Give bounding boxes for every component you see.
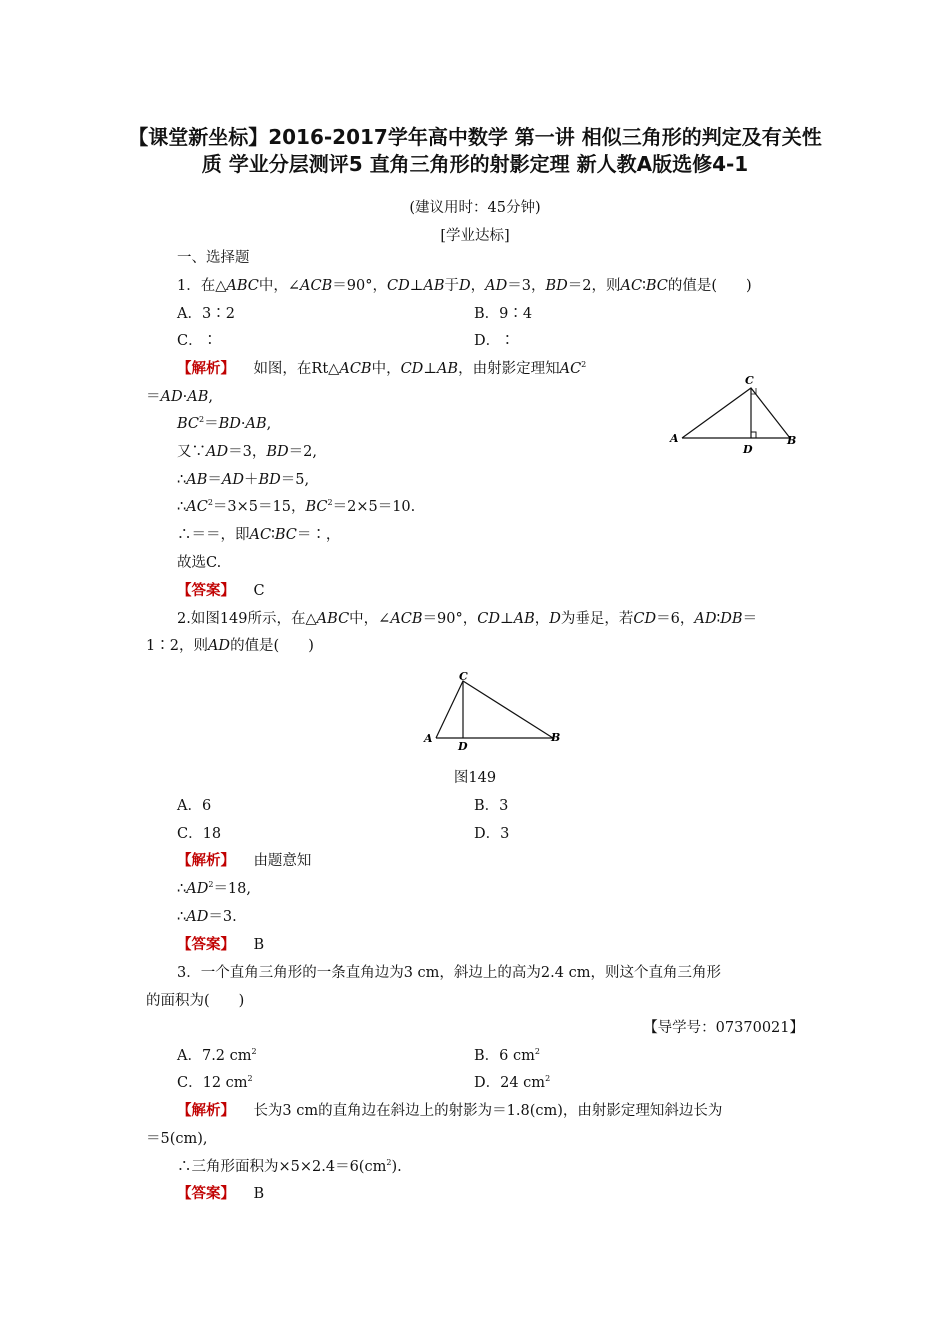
- analysis-tag: 【解析】: [177, 361, 235, 377]
- q3-option-d: D．24 $cm^2$: [474, 1074, 551, 1091]
- q1-step-6: ∴＝＝，即AC∶BC＝∶，: [177, 527, 341, 543]
- q3-option-a: A．7.2 $cm^2$: [177, 1047, 257, 1064]
- q3-analysis-line-2: ＝5(cm),: [146, 1131, 208, 1147]
- analysis-tag: 【解析】: [177, 1103, 235, 1119]
- answer-tag: 【答案】: [177, 583, 235, 599]
- q1-label-c: C: [745, 374, 754, 387]
- q2-label-d: D: [458, 740, 468, 753]
- q3-analysis-line-1: 【解析】 长为3 cm的直角边在斜边上的射影为＝1.8(cm)，由射影定理知斜边长为: [177, 1103, 723, 1119]
- q2-option-a: A．6: [177, 798, 212, 814]
- q1-stem: 1．在△ABC中，∠ACB＝90°，CD⊥AB于D，AD＝3，BD＝2，则AC∶BC的值是( ): [177, 278, 752, 294]
- q3-conclusion: ∴三角形面积为$\times 5\times 2.4=6(cm^2)$.: [177, 1158, 402, 1175]
- guide-number: 【导学号：07370021】: [643, 1020, 804, 1036]
- q3-option-b: B．6 $cm^2$: [474, 1047, 540, 1064]
- q2-option-c: C．18: [177, 826, 222, 842]
- q3-answer: 【答案】 B: [177, 1186, 265, 1202]
- answer-tag: 【答案】: [177, 1186, 235, 1202]
- q1-option-b: B．9∶4: [474, 306, 533, 322]
- q1-option-c: C．∶: [177, 333, 218, 349]
- q1-step-4: ∴AB＝AD＋BD＝5,: [177, 472, 310, 488]
- q1-triangle-figure: [660, 368, 810, 460]
- q1-step-3: 又∵AD＝3，BD＝2,: [177, 444, 317, 460]
- q2-label-a: A: [424, 732, 433, 745]
- q3-stem-line-2: 的面积为( ): [146, 993, 245, 1009]
- q3-stem-line-1: 3．一个直角三角形的一条直角边为3 cm，斜边上的高为2.4 cm，则这个直角三角形: [177, 965, 721, 981]
- q1-label-d: D: [743, 443, 753, 456]
- q1-label-a: A: [670, 432, 679, 445]
- suggested-time: (建议用时：45分钟): [409, 200, 541, 216]
- q2-triangle-figure: [418, 670, 568, 754]
- q1-option-d: D．∶: [474, 333, 515, 349]
- q3-option-c: C．12 $cm^2$: [177, 1074, 253, 1091]
- q2-stem-line-2: 1∶2，则AD的值是( ): [146, 638, 314, 654]
- answer-tag: 【答案】: [177, 937, 235, 953]
- q1-option-a: A．3∶2: [177, 306, 235, 322]
- q1-step-2: $BC^2=BD\cdot AB$,: [177, 415, 272, 432]
- q2-analysis: 【解析】 由题意知: [177, 853, 312, 869]
- document-title: 【课堂新坐标】2016-2017学年高中数学 第一讲 相似三角形的判定及有关性质 学业分层测评5 直角三角形的射影定理 新人教A版选修4-1: [128, 125, 822, 176]
- q2-step-1: $\therefore AD^2=18$,: [177, 880, 251, 897]
- q1-step-1: ＝AD·AB,: [146, 389, 213, 405]
- q1-step-7: 故选C.: [177, 555, 222, 571]
- q1-analysis: 【解析】 如图，在Rt△ACB中，CD⊥AB，由射影定理知$AC^2$: [177, 360, 587, 377]
- q2-option-b: B．3: [474, 798, 509, 814]
- section-label: [学业达标]: [440, 228, 510, 244]
- q2-label-c: C: [459, 670, 468, 683]
- q2-answer: 【答案】 B: [177, 937, 265, 953]
- q2-label-b: B: [551, 731, 561, 744]
- q1-label-b: B: [787, 434, 797, 447]
- q2-stem-line-1: 2.如图149所示，在△ABC中，∠ACB＝90°，CD⊥AB，D为垂足，若CD＝6，AD∶DB＝: [177, 611, 758, 627]
- q2-step-2: ∴AD＝3.: [177, 909, 237, 925]
- q2-figure-caption: 图149: [453, 770, 497, 786]
- part-heading: 一、选择题: [177, 250, 250, 266]
- analysis-tag: 【解析】: [177, 853, 235, 869]
- q1-step-5: $\therefore AC^2=3\times 5=15$，$BC^2=2\times 5=10$.: [177, 498, 416, 515]
- q1-answer: 【答案】 C: [177, 583, 265, 599]
- q2-option-d: D．3: [474, 826, 510, 842]
